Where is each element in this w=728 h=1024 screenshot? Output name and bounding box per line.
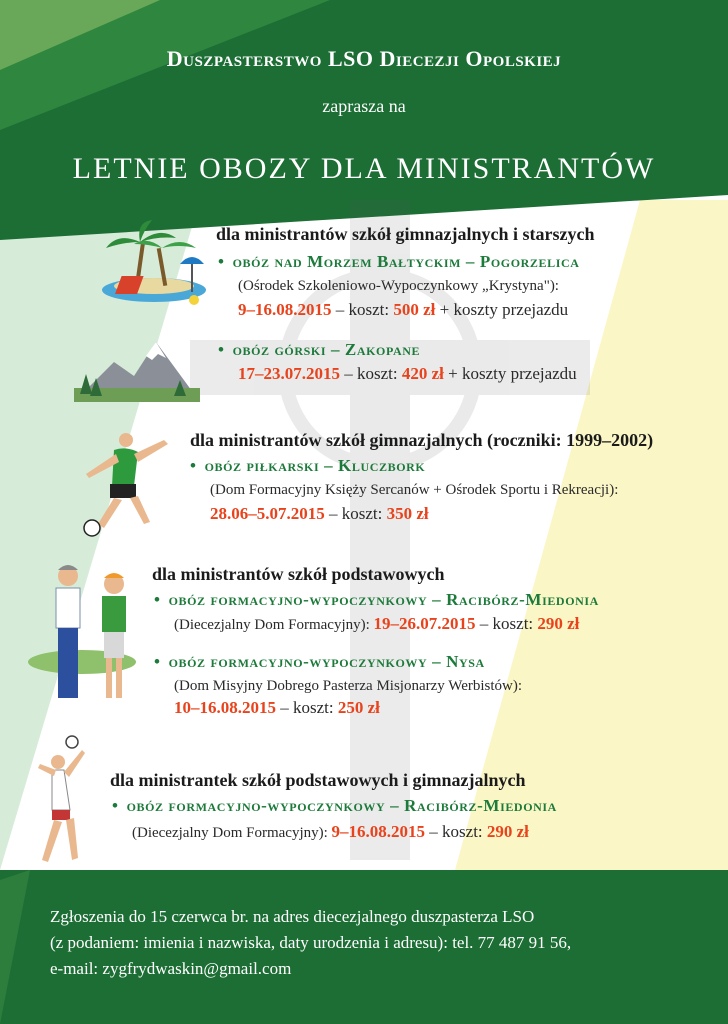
camp-details: 10–16.08.2015 – koszt: 250 zł: [174, 698, 380, 717]
footer-line: (z podaniem: imienia i nazwiska, daty urodzenia i adresu): tel. 77 487 91 56,: [50, 933, 572, 952]
footer-line: Zgłoszenia do 15 czerwca br. na adres diecezjalnego duszpasterza LSO: [50, 907, 535, 926]
volleyball-player-illustration: [30, 734, 96, 866]
camp-title: • obóz nad Morzem Bałtyckim – Pogorzelica: [218, 252, 580, 271]
camp-title: • obóz formacyjno-wypoczynkowy – Racibórz-Miedonia: [112, 796, 557, 815]
camp-details: 28.06–5.07.2015 – koszt: 350 zł: [210, 504, 429, 523]
camp-venue: (Dom Misyjny Dobrego Pasterza Misjonarzy Werbistów):: [174, 678, 523, 694]
mountains-illustration: [74, 336, 200, 402]
organizer-title: Duszpasterstwo LSO Diecezji Opolskiej: [166, 46, 562, 71]
camp-details: 9–16.08.2015 – koszt: 500 zł + koszty przejazdu: [238, 300, 569, 319]
camp-venue: (Diecezjalny Dom Formacyjny): 9–16.08.2015 – koszt: 290 zł: [132, 822, 529, 841]
headline: LETNIE OBOZY DLA MINISTRANTÓW: [72, 152, 656, 185]
camp-title: • obóz formacyjno-wypoczynkowy – Nysa: [154, 652, 485, 671]
football-player-illustration: [74, 430, 174, 538]
camp-details: 17–23.07.2015 – koszt: 420 zł + koszty przejazdu: [238, 364, 577, 383]
camp-title: • obóz piłkarski – Kluczbork: [190, 456, 426, 475]
hikers-illustration: [26, 562, 138, 712]
audience-heading: dla ministrantów szkół gimnazjalnych i starszych: [216, 224, 595, 244]
camp-title: • obóz formacyjno-wypoczynkowy – Racibórz-Miedonia: [154, 590, 599, 609]
camp-title: • obóz górski – Zakopane: [218, 340, 421, 359]
camp-venue: (Ośrodek Szkoleniowo-Wypoczynkowy „Krystyna"):: [238, 278, 559, 294]
audience-heading: dla ministrantów szkół podstawowych: [152, 564, 445, 584]
camp-venue: (Dom Formacyjny Księży Sercanów + Ośrodek Sportu i Rekreacji):: [210, 482, 619, 498]
audience-heading: dla ministrantek szkół podstawowych i gimnazjalnych: [110, 770, 526, 790]
footer-contact: [50, 904, 571, 982]
beach-illustration: [98, 220, 210, 315]
audience-heading: dla ministrantów szkół gimnazjalnych (roczniki: 1999–2002): [190, 430, 654, 450]
invite-text: zaprasza na: [322, 96, 406, 116]
footer-email: e-mail: zygfrydwaskin@gmail.com: [50, 959, 292, 978]
camp-venue: (Diecezjalny Dom Formacyjny): 19–26.07.2015 – koszt: 290 zł: [174, 614, 580, 633]
